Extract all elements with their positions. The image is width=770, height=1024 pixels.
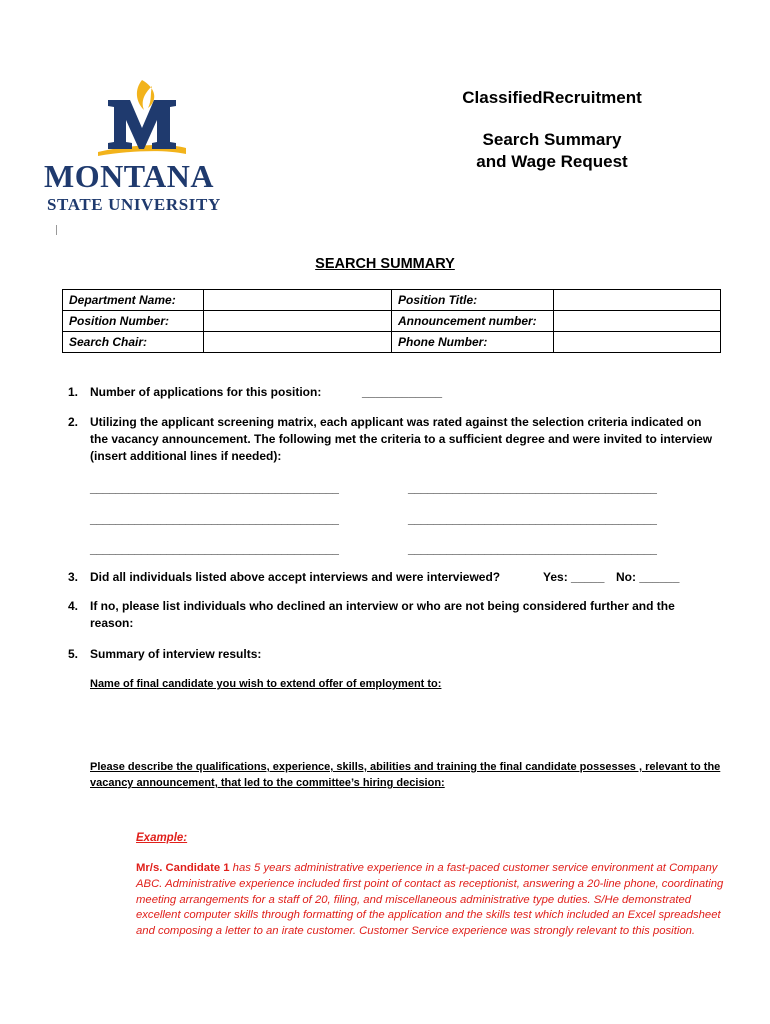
interviewee-blank-3[interactable]: _______________________________________: [90, 512, 339, 526]
announcement-number-field[interactable]: [554, 311, 721, 332]
question-5-text: Summary of interview results:: [90, 647, 262, 661]
department-name-field[interactable]: [204, 290, 392, 311]
interviewee-blank-5[interactable]: _______________________________________: [90, 542, 339, 556]
applications-count-blank[interactable]: ____________: [362, 385, 443, 399]
logo-divider: [56, 225, 57, 235]
interviewee-blank-4[interactable]: _______________________________________: [408, 512, 657, 526]
form-subtitle-line2: and Wage Request: [476, 152, 628, 171]
final-candidate-label: Name of final candidate you wish to extend offer of employment to:: [90, 678, 442, 690]
table-row: [63, 311, 721, 332]
example-paragraph: [136, 861, 726, 940]
question-4-number: 4.: [68, 599, 79, 613]
example-heading: Example:: [136, 832, 188, 844]
table-row: [63, 290, 721, 311]
phone-number-field[interactable]: [554, 332, 721, 353]
question-2-text: Utilizing the applicant screening matrix, each applicant was rated against the selection criteria indicated on the vacancy announcement. The following met the criteria to a sufficient degree and were invited to interview (insert additional lines if needed):: [90, 415, 713, 463]
interviewed-no-blank[interactable]: No: ______: [616, 570, 680, 584]
form-subtitle-line1: Search Summary: [482, 130, 622, 149]
interviewee-blank-1[interactable]: _______________________________________: [90, 481, 339, 495]
montana-state-m-logo-icon: [44, 76, 240, 160]
question-5-number: 5.: [68, 647, 79, 661]
interviewee-blank-2[interactable]: _______________________________________: [408, 481, 657, 495]
question-3-number: 3.: [68, 570, 79, 584]
search-info-table: [62, 289, 721, 353]
table-row: [63, 332, 721, 353]
question-1-number: 1.: [68, 385, 79, 399]
search-chair-field[interactable]: [204, 332, 392, 353]
section-title: SEARCH SUMMARY: [315, 256, 455, 272]
department-name-label: Department Name:: [63, 290, 204, 311]
question-3-text: Did all individuals listed above accept interviews and were interviewed?: [90, 570, 501, 584]
position-number-label: Position Number:: [63, 311, 204, 332]
qualifications-description-label: Please describe the qualifications, experience, skills, abilities and training the final candidate possesses , relevant to the vacancy announcement, that led to the committee’s hiring decision:: [90, 761, 721, 789]
position-title-field[interactable]: [554, 290, 721, 311]
announcement-number-label: Announcement number:: [392, 311, 554, 332]
question-4-text: If no, please list individuals who declined an interview or who are not being considered further and the reason:: [90, 599, 675, 630]
question-1-text: Number of applications for this position:: [90, 385, 322, 399]
interviewee-blank-6[interactable]: _______________________________________: [408, 542, 657, 556]
position-title-label: Position Title:: [392, 290, 554, 311]
montana-state-logo: [44, 76, 240, 224]
question-2-number: 2.: [68, 415, 79, 429]
interviewed-yes-blank[interactable]: Yes: _____: [543, 570, 605, 584]
phone-number-label: Phone Number:: [392, 332, 554, 353]
logo-text-montana: MONTANA: [44, 158, 214, 194]
search-chair-label: Search Chair:: [63, 332, 204, 353]
example-candidate-name: Mr/s. Candidate 1: [136, 862, 230, 874]
form-title: ClassifiedRecruitment: [462, 88, 642, 107]
logo-text-state-university: STATE UNIVERSITY: [47, 195, 221, 214]
position-number-field[interactable]: [204, 311, 392, 332]
example-body-text: has 5 years administrative experience in a fast-paced customer service environment at Company ABC. Administrative experience included first point of contact as receptionist, answering a 20-line phone, coordinating meeting arrangements for a staff of 20, filing, and miscellaneous administrative type duties. S/He demonstrated excellent computer skills through formatting of the application and the skills test which included an Excel spreadsheet and composing a letter to an irate customer. Customer Service experience was strongly relevant to this position.: [136, 862, 724, 938]
